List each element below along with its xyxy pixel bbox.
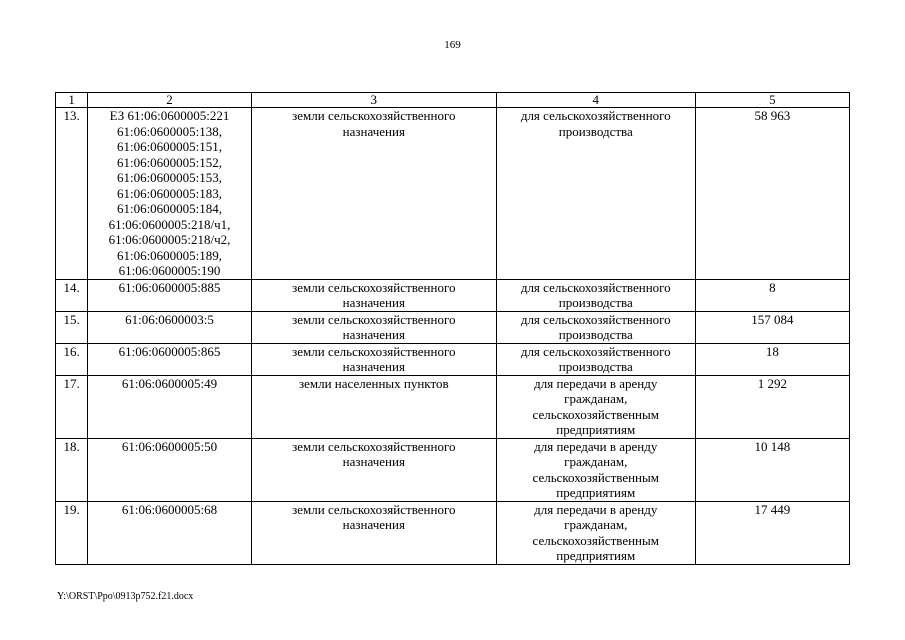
land-category-cell [251, 108, 496, 280]
cadastral-line: 61:06:0600005:865 [118, 343, 221, 359]
category-line: земли сельскохозяйственного [292, 343, 456, 359]
row-number-cell: 14. [56, 279, 88, 311]
use-line: предприятиям [556, 485, 636, 500]
use-line: для сельскохозяйственного [520, 343, 671, 359]
use-line: производства [558, 359, 633, 374]
category-line: земли населенных пунктов [298, 375, 449, 391]
table-row [56, 311, 850, 343]
category-line: назначения [342, 359, 405, 374]
permitted-use-cell [496, 375, 695, 438]
table-body [56, 108, 850, 565]
category-line: земли сельскохозяйственного [292, 438, 456, 454]
permitted-use-cell [496, 501, 695, 564]
cadastral-line: 61:06:0600003:5 [125, 311, 214, 327]
cadastral-line: 61:06:0600005:50 [121, 438, 218, 454]
table-row [56, 108, 850, 280]
column-header: 2 [88, 93, 251, 108]
column-header: 4 [496, 93, 695, 108]
land-category-cell [251, 343, 496, 375]
cadastral-line: 61:06:0600005:152, [116, 154, 223, 170]
land-category-cell [251, 311, 496, 343]
area-cell: 17 449 [695, 501, 849, 564]
area-cell: 1 292 [695, 375, 849, 438]
row-number-cell: 16. [56, 343, 88, 375]
cadastral-line: 61:06:0600005:151, [116, 139, 223, 154]
cadastral-line: 61:06:0600005:190 [118, 263, 221, 278]
row-number-cell: 15. [56, 311, 88, 343]
row-number-cell: 17. [56, 375, 88, 438]
permitted-use-cell [496, 343, 695, 375]
area-cell: 157 084 [695, 311, 849, 343]
cadastral-line: ЕЗ 61:06:0600005:221 [109, 108, 230, 123]
cadastral-number-cell [88, 375, 251, 438]
cadastral-line: 61:06:0600005:218/ч1, [108, 216, 231, 232]
use-line: гражданам, [564, 517, 628, 532]
land-category-cell [251, 438, 496, 501]
use-line: гражданам, [564, 454, 628, 469]
cadastral-line: 61:06:0600005:184, [116, 201, 223, 216]
use-line: гражданам, [564, 391, 628, 406]
cadastral-line: 61:06:0600005:183, [116, 185, 223, 201]
cadastral-line: 61:06:0600005:138, [116, 123, 223, 139]
area-cell: 10 148 [695, 438, 849, 501]
land-category-cell [251, 501, 496, 564]
column-header: 5 [695, 93, 849, 108]
cadastral-number-cell [88, 279, 251, 311]
cadastral-number-cell [88, 501, 251, 564]
table-row [56, 375, 850, 438]
use-line: предприятиям [556, 422, 636, 437]
use-line: для передачи в аренду [534, 501, 658, 517]
use-line: для сельскохозяйственного [520, 311, 671, 327]
category-line: назначения [342, 517, 405, 532]
column-header: 1 [56, 93, 88, 108]
table-row [56, 279, 850, 311]
use-line: сельскохозяйственным [532, 469, 659, 485]
use-line: для сельскохозяйственного [520, 279, 671, 295]
category-line: земли сельскохозяйственного [292, 501, 456, 517]
row-number-cell: 18. [56, 438, 88, 501]
column-header: 3 [251, 93, 496, 108]
cadastral-number-cell [88, 343, 251, 375]
cadastral-line: 61:06:0600005:68 [121, 501, 218, 517]
permitted-use-cell [496, 438, 695, 501]
use-line: предприятиям [556, 548, 636, 563]
category-line: назначения [342, 123, 405, 139]
use-line: для передачи в аренду [534, 438, 658, 454]
area-cell: 8 [695, 279, 849, 311]
row-number-cell: 13. [56, 108, 88, 280]
row-number-cell: 19. [56, 501, 88, 564]
use-line: производства [558, 123, 633, 139]
permitted-use-cell [496, 311, 695, 343]
use-line: сельскохозяйственным [532, 532, 659, 548]
category-line: земли сельскохозяйственного [292, 311, 456, 327]
category-line: земли сельскохозяйственного [292, 108, 456, 123]
category-line: назначения [342, 295, 405, 310]
category-line: назначения [342, 327, 405, 342]
use-line: сельскохозяйственным [532, 406, 659, 422]
land-category-cell [251, 375, 496, 438]
use-line: производства [558, 295, 633, 310]
table-header-row [56, 93, 850, 108]
page-number: 169 [444, 39, 461, 51]
cadastral-number-cell [88, 108, 251, 280]
table-row [56, 501, 850, 564]
cadastral-line: 61:06:0600005:218/ч2, [108, 232, 231, 247]
category-line: земли сельскохозяйственного [292, 279, 456, 295]
area-cell: 58 963 [695, 108, 849, 280]
cadastral-line: 61:06:0600005:885 [118, 279, 221, 295]
use-line: для сельскохозяйственного [520, 108, 671, 123]
table-row [56, 438, 850, 501]
permitted-use-cell [496, 279, 695, 311]
cadastral-line: 61:06:0600005:189, [116, 247, 223, 263]
category-line: назначения [342, 454, 405, 469]
permitted-use-cell [496, 108, 695, 280]
cadastral-number-cell [88, 438, 251, 501]
cadastral-line: 61:06:0600005:153, [116, 170, 223, 185]
land-plots-table [55, 92, 850, 565]
cadastral-number-cell [88, 311, 251, 343]
footer-file-path: Y:\ORST\Ppo\0913p752.f21.docx [57, 591, 194, 602]
cadastral-line: 61:06:0600005:49 [121, 375, 218, 391]
land-category-cell [251, 279, 496, 311]
table-row [56, 343, 850, 375]
area-cell: 18 [695, 343, 849, 375]
use-line: для передачи в аренду [534, 375, 658, 391]
use-line: производства [558, 327, 633, 342]
